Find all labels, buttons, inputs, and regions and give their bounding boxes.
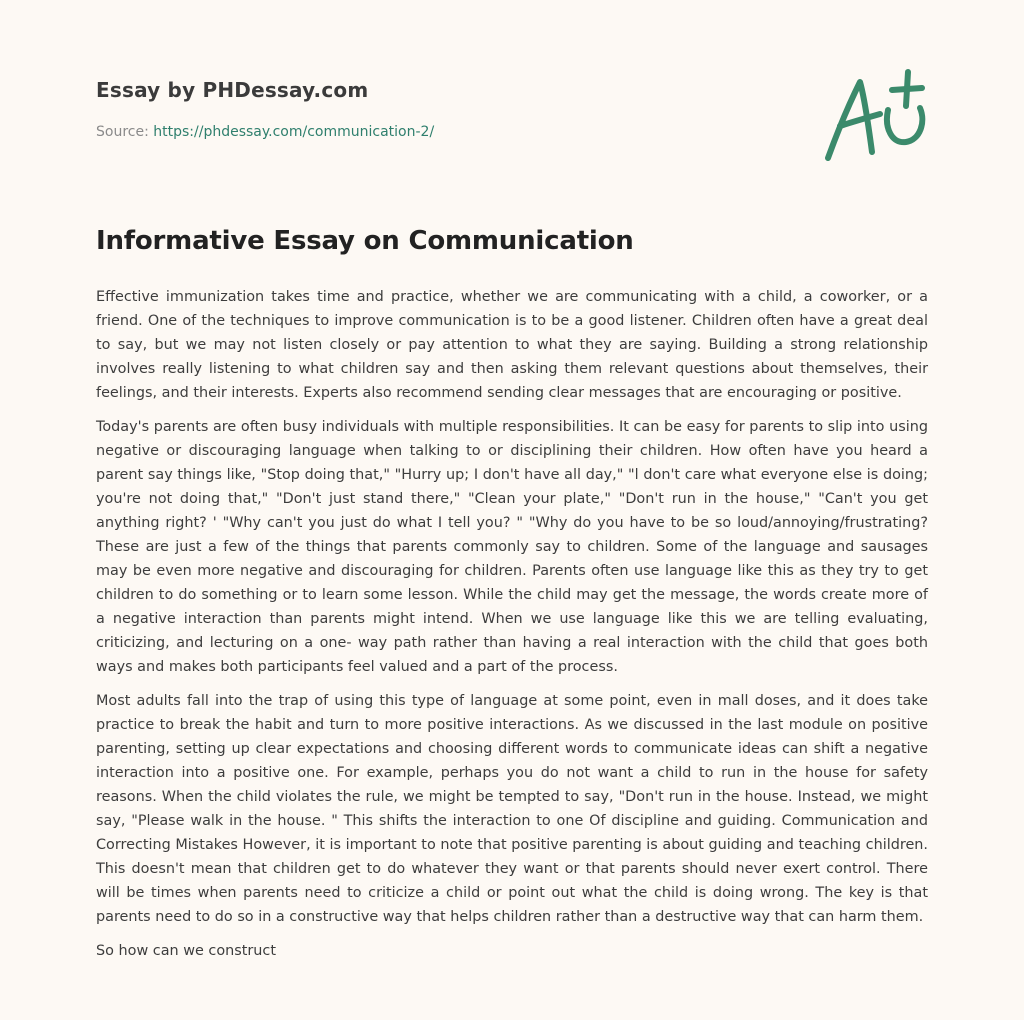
a-plus-grade-icon — [822, 66, 932, 166]
essay-title: Informative Essay on Communication — [96, 226, 634, 256]
source-line — [96, 124, 796, 140]
essay-body — [96, 285, 928, 973]
source-link[interactable]: https://phdessay.com/communication-2/ — [153, 124, 435, 140]
essay-paragraph: So how can we construct — [96, 943, 276, 959]
essay-paragraph: Most adults fall into the trap of using this type of language at some point, even in mall doses, and it does take practice to break the habit and turn to more positive interactions. As we discussed in the last module on positive parenting, setting up clear expectations and choosing different words to communicate ideas can shift a negative interaction into a positive one. For example, perhaps you do not want a child to run in the house for safety reasons. When the child violates the rule, we might be tempted to say, "Don't run in the house. Instead, we might say, "Please walk in the house. " This shifts the interaction to one Of discipline and guiding. Communication and Correcting Mistakes However, it is important to note that positive parenting is about guiding and teaching children. This doesn't mean that children get to do whatever they want or that parents should never exert control. There will be times when parents need to criticize a child or point out what the child is doing wrong. The key is that parents need to do so in a constructive way that helps children rather than a destructive way that can harm them. — [96, 693, 928, 925]
document-header — [96, 78, 796, 140]
essay-paragraph: Today's parents are often busy individuals with multiple responsibilities. It can be easy for parents to slip into using negative or discouraging language when talking to or disciplining their children. How often have you heard a parent say things like, "Stop doing that," "Hurry up; I don't have all day," "l don't care what everyone else is doing; you're not doing that," "Don't just stand there," "Clean your plate," "Don't run in the house," "Can't you get anything right? ' "Why can't you just do what I tell you? " "Why do you have to be so loud/annoying/frustrating? These are just a few of the things that parents commonly say to children. Some of the language and sausages may be even more negative and discouraging for children. Parents often use language like this as they try to get children to do something or to learn some lesson. While the child may get the message, the words create more of a negative interaction than parents might intend. When we use language like this we are telling evaluating, criticizing, and lecturing on a one- way path rather than having a real interaction with the child that goes both ways and makes both participants feel valued and a part of the process. — [96, 419, 928, 675]
site-brand: Essay by PHDessay.com — [96, 78, 369, 102]
source-label: Source: — [96, 124, 154, 140]
essay-paragraph: Effective immunization takes time and practice, whether we are communicating with a child, a coworker, or a friend. One of the techniques to improve communication is to be a good listener. Children often have a great deal to say, but we may not listen closely or pay attention to what they are saying. Building a strong relationship involves really listening to what children say and then asking them relevant questions about themselves, their feelings, and their interests. Experts also recommend sending clear messages that are encouraging or positive. — [96, 289, 928, 401]
a-plus-grade-icon-svg — [822, 66, 932, 166]
